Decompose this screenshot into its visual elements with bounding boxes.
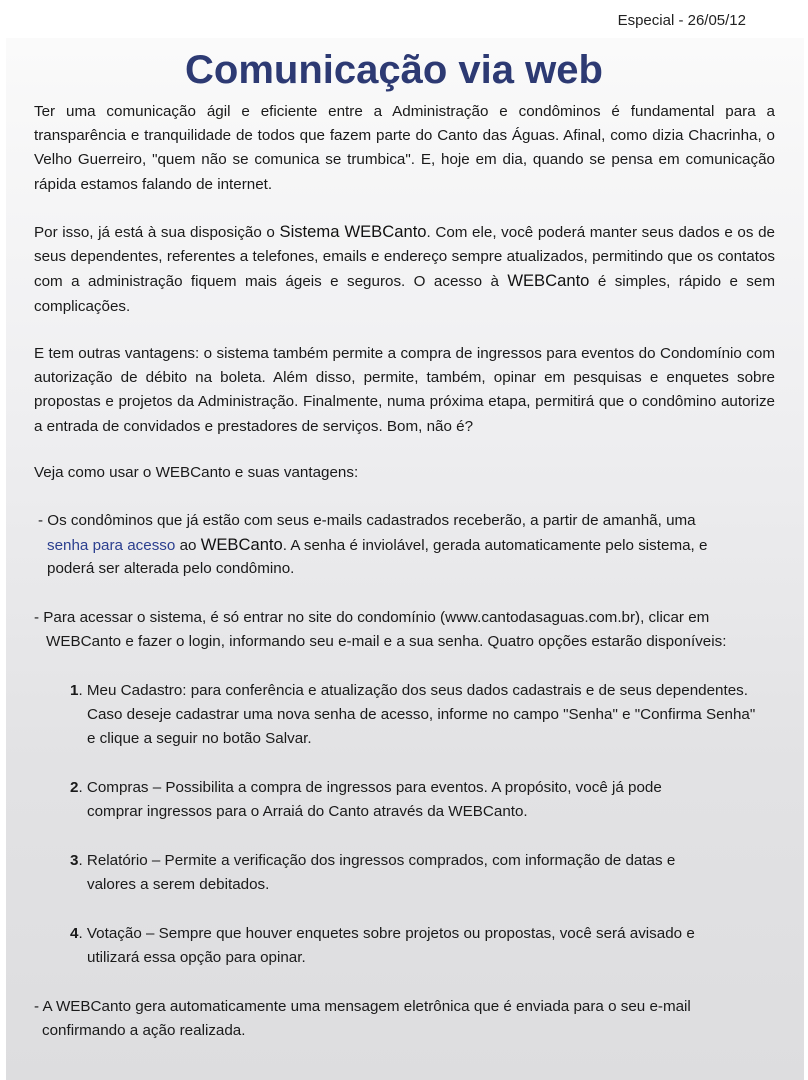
paragraph-system-text-1: Por isso, já está à sua disposição o (34, 224, 280, 241)
bullet-password-line1: - Os condôminos que já estão com seus e-mails cadastrados receberão, a partir de amanhã, uma (38, 512, 696, 529)
paragraph-how-to: Veja como usar o WEBCanto e suas vantagens: (34, 464, 359, 481)
option-item-2-line2: comprar ingressos para o Arraiá do Canto através da WEBCanto. (87, 803, 528, 820)
bullet-password-rest: . A senha é inviolável, gerada automaticamente pelo sistema, e (282, 537, 708, 554)
bullet-confirmation-line2: confirmando a ação realizada. (42, 1022, 246, 1039)
option-text: . Relatório – Permite a verificação dos ingressos comprados, com informação de datas e (78, 852, 676, 869)
bullet-access-line1: - Para acessar o sistema, é só entrar no site do condomínio (www.cantodasaguas.com.br), clicar em (34, 609, 710, 626)
option-text: . Compras – Possibilita a compra de ingressos para eventos. A propósito, você já pode (78, 779, 662, 796)
option-item-4-line2: utilizará essa opção para opinar. (87, 949, 306, 966)
paragraph-intro: Ter uma comunicação ágil e eficiente entre a Administração e condôminos é fundamental para a transparência e tranquilidade de todos que fazem parte do Canto das Águas. Afinal, como dizia Chacrinha, o Velho Guerreiro, "quem não se comunica se trumbica". E, hoje em dia, quando se pensa em comunicação rápida estamos falando de internet. (34, 103, 775, 193)
password-access-link[interactable]: senha para acesso (47, 537, 176, 554)
option-item-3-line2: valores a serem debitados. (87, 876, 270, 893)
bullet-password-mid: ao (175, 537, 201, 554)
option-item-4 (70, 922, 695, 946)
webcanto-emphasis: WEBCanto (507, 271, 590, 291)
webcanto-emphasis-2: WEBCanto (200, 535, 283, 554)
option-number: 4 (70, 925, 79, 942)
paragraph-system (34, 220, 775, 319)
paragraph-system-text-2: . Com ele, você poderá manter seus dados e os de seus dependentes, referentes a telefones, emails e endereço sempre atualizados, permitindo que os contatos com a administração fiquem mais ágeis e seguros. O acesso à (34, 224, 775, 291)
bullet-password-line2 (47, 533, 707, 558)
option-number: 2 (70, 779, 79, 796)
paragraph-advantages: E tem outras vantagens: o sistema também permite a compra de ingressos para eventos do Condomínio com autorização de débito na boleta. Além disso, permite, também, opinar em pesquisas e enquetes sobre propostas e projetos da Administração. Finalmente, numa próxima etapa, permitirá que o condômino autorize a entrada de convidados e prestadores de serviços. Bom, não é? (34, 345, 775, 435)
bullet-access-line2: WEBCanto e fazer o login, informando seu e-mail e a sua senha. Quatro opções estarão disponíveis: (46, 633, 727, 650)
bullet-confirmation-line1: - A WEBCanto gera automaticamente uma mensagem eletrônica que é enviada para o seu e-mail (34, 998, 691, 1015)
option-number: 3 (70, 852, 79, 869)
option-item-2 (70, 776, 662, 800)
option-item-3 (70, 849, 675, 873)
option-item-1 (70, 679, 748, 703)
article-title: Comunicação via web (185, 48, 603, 92)
option-item-1-line3: e clique a seguir no botão Salvar. (87, 730, 312, 747)
option-item-1-line2: Caso deseje cadastrar uma nova senha de acesso, informe no campo "Senha" e "Confirma Senha" (87, 706, 756, 723)
option-text: . Meu Cadastro: para conferência e atualização dos seus dados cadastrais e de seus dependentes. (78, 682, 748, 699)
section-date: Especial - 26/05/12 (617, 12, 746, 29)
paragraph-system-text-3: é simples, rápido e sem complicações. (34, 273, 775, 315)
option-number: 1 (70, 682, 79, 699)
bullet-password-line3: poderá ser alterada pelo condômino. (47, 560, 295, 577)
system-name-emphasis: Sistema WEBCanto (279, 222, 427, 241)
option-text: . Votação – Sempre que houver enquetes sobre projetos ou propostas, você será avisado e (78, 925, 695, 942)
